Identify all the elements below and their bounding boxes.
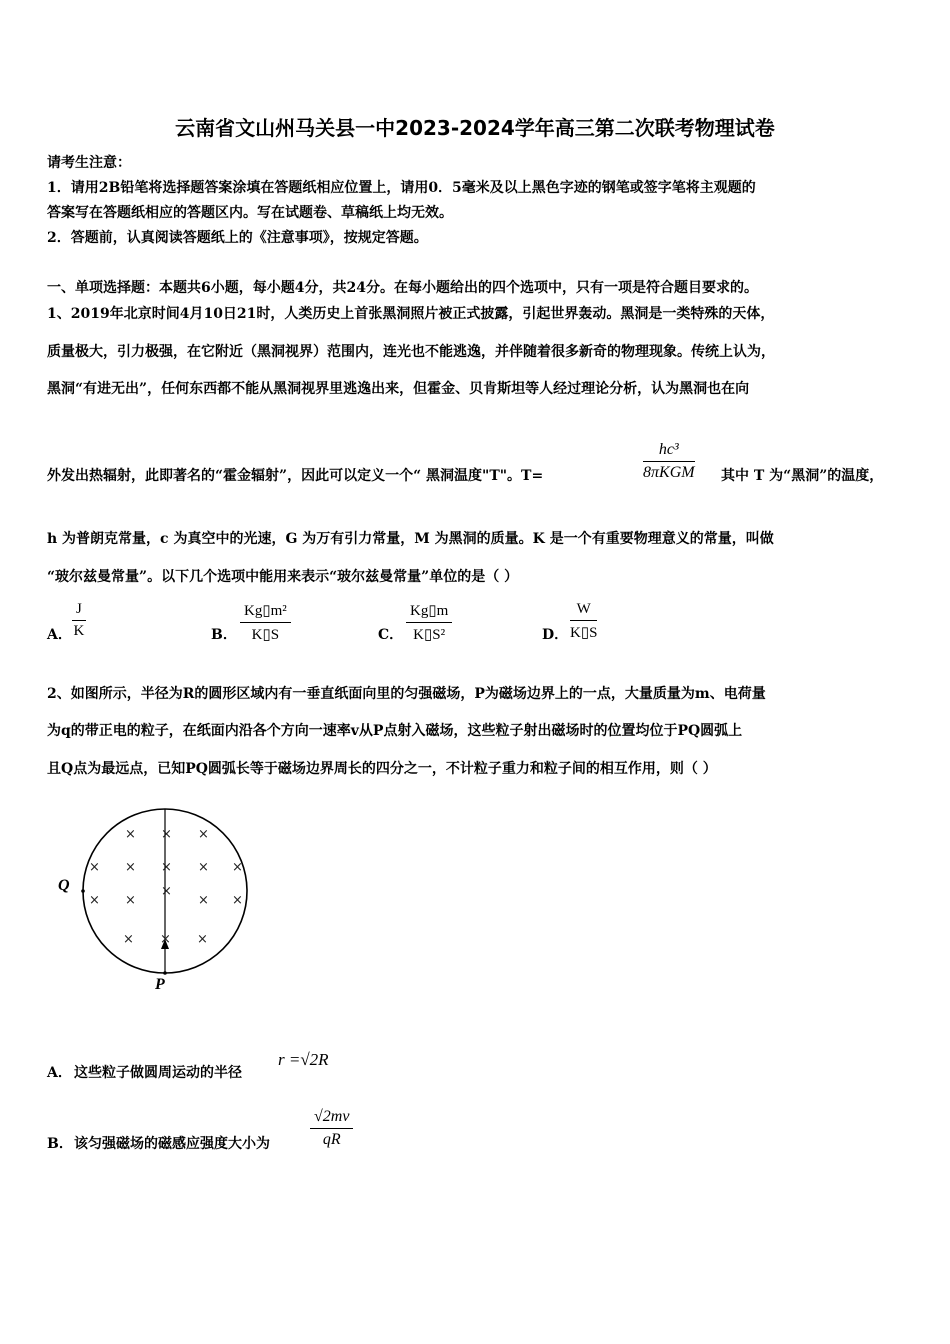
option-d-fraction [570, 601, 597, 642]
field-mark: × [161, 884, 172, 899]
q2-option-b-fraction [310, 1108, 353, 1149]
q2-option-b-num: √2mv [310, 1108, 353, 1129]
section-heading: 一、单项选择题：本题共6小题，每小题4分，共24分。在每小题给出的四个选项中，只有一项是符合题目要求的。 [47, 280, 758, 296]
notice-heading: 请考生注意： [47, 155, 131, 171]
field-mark: × [198, 860, 209, 875]
field-mark: × [123, 932, 134, 947]
option-a-fraction [72, 601, 86, 640]
q1-line-2: 质量极大，引力极强，在它附近（黑洞视界）范围内，连光也不能逃逸，并伴随着很多新奇的物理现象。传统上认为， [47, 344, 775, 360]
option-a-label[interactable]: A． [47, 627, 72, 643]
field-mark: × [198, 827, 209, 842]
q1-line-6: “玻尔兹曼常量”。以下几个选项中能用来表示“玻尔兹曼常量”单位的是（ ） [47, 569, 519, 585]
field-mark: × [125, 893, 136, 908]
field-mark: × [125, 827, 136, 842]
option-c-num: Kg▯m [406, 601, 452, 623]
q1-line-1: 1、2019年北京时间4月10日21时，人类历史上首张黑洞照片被正式披露，引起世界轰动。黑洞是一类特殊的天体， [47, 306, 775, 322]
field-mark: × [89, 860, 100, 875]
notice-line-1: 1．请用2B铅笔将选择题答案涂填在答题纸相应位置上，请用0．5毫米及以上黑色字迹的钢笔或签字笔将主观题的 [47, 180, 756, 196]
notice-line-3: 2．答题前，认真阅读答题纸上的《注意事项》，按规定答题。 [47, 230, 428, 246]
point-q-dot [81, 889, 85, 893]
field-mark: × [161, 827, 172, 842]
option-b-label[interactable]: B． [211, 627, 237, 643]
magnetic-field-figure [50, 805, 260, 1000]
q2-option-a-formula: r =√2R [278, 1050, 329, 1069]
option-b-fraction [240, 601, 291, 644]
option-b-num: Kg▯m² [240, 601, 291, 623]
q2-line-2: 为q的带正电的粒子，在纸面内沿各个方向一速率v从P点射入磁场，这些粒子射出磁场时的位置均位于PQ圆弧上 [47, 723, 743, 739]
field-mark: × [198, 893, 209, 908]
page-title: 云南省文山州马关县一中2023-2024学年高三第二次联考物理试卷 [175, 116, 775, 140]
q2-option-b-den: qR [322, 1131, 341, 1148]
option-c-fraction [406, 601, 452, 644]
field-mark: × [232, 860, 243, 875]
q1-line-4b: 其中 T 为“黑洞”的温度， [721, 468, 884, 484]
option-a-num: J [72, 601, 86, 621]
q1-line-5: h 为普朗克常量，c 为真空中的光速，G 为万有引力常量，M 为黑洞的质量。K 是一个有重要物理意义的常量，叫做 [47, 531, 774, 547]
label-q: Q [58, 877, 70, 894]
notice-line-2: 答案写在答题纸相应的答题区内。写在试题卷、草稿纸上均无效。 [47, 205, 453, 221]
option-a-den: K [73, 623, 85, 639]
formula-numerator: hc³ [643, 441, 695, 462]
option-d-num: W [570, 601, 597, 621]
formula-denominator: 8πKGM [643, 464, 695, 481]
option-b-den: K▯S [251, 627, 280, 643]
field-mark: × [232, 893, 243, 908]
q2-option-b-label[interactable]: B． [47, 1136, 73, 1152]
q2-option-b-text: 该匀强磁场的磁感应强度大小为 [74, 1136, 270, 1152]
q1-line-3: 黑洞“有进无出”，任何东西都不能从黑洞视界里逃逸出来，但霍金、贝肯斯坦等人经过理论分析，认为黑洞也在向 [47, 381, 750, 397]
q2-line-3: 且Q点为最远点，已知PQ圆弧长等于磁场边界周长的四分之一，不计粒子重力和粒子间的相互作用，则（ ） [47, 761, 717, 777]
q2-option-a-label[interactable]: A． [47, 1065, 72, 1081]
label-p: P [155, 976, 165, 993]
option-c-label[interactable]: C． [378, 627, 404, 643]
option-d-label[interactable]: D． [542, 627, 569, 643]
field-mark: × [125, 860, 136, 875]
field-mark: × [160, 932, 171, 947]
field-mark: × [89, 893, 100, 908]
hawking-temperature-formula [643, 441, 695, 482]
field-mark: × [161, 860, 172, 875]
point-p-dot [163, 971, 167, 975]
field-marks [89, 827, 243, 947]
q1-line-4a: 外发出热辐射，此即著名的“霍金辐射”，因此可以定义一个“ 黑洞温度"T"。T= [47, 468, 544, 484]
q2-option-a-text: 这些粒子做圆周运动的半径 [74, 1065, 242, 1081]
option-d-den: K▯S [570, 625, 598, 641]
q2-line-1: 2、如图所示，半径为R的圆形区域内有一垂直纸面向里的匀强磁场，P为磁场边界上的一点，大量质量为m、电荷量 [47, 686, 766, 702]
field-mark: × [197, 932, 208, 947]
option-c-den: K▯S² [413, 627, 446, 643]
